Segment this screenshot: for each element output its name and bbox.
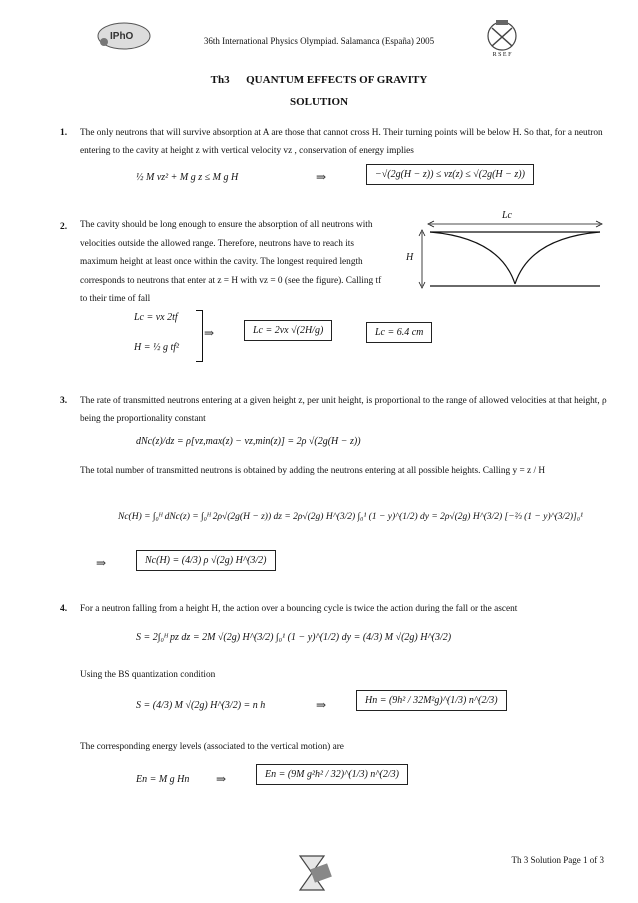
section-3-arrow: ⇒ [96,556,107,570]
title-main: QUANTUM EFFECTS OF GRAVITY [246,74,428,86]
section-2-arrow: ⇒ [204,326,215,340]
section-1-equation-box: −√(2g(H − z)) ≤ vz(z) ≤ √(2g(H − z)) [366,164,534,185]
section-3-number: 3. [60,396,68,406]
section-2-equation-2: H = ½ g tf² [134,342,180,353]
section-4-equation: S = 2∫₀ᴴ pz dz = 2M √(2g) H^(3/2) ∫₀¹ (1 − y)^(1/2) dy = (4/3) M √(2g) H^(3/2) [136,632,452,643]
section-3-equation-box: Nc(H) = (4/3) ρ √(2g) H^(3/2) [136,550,276,571]
section-4-arrow-2: ⇒ [216,772,227,786]
footer-hourglass-logo [292,852,332,894]
section-2-equation-box: Lc = 2vx √(2H/g) [244,320,332,341]
title-code: Th3 [210,74,230,86]
header-text: 36th International Physics Olympiad. Salamanca (España) 2005 [203,36,435,46]
page-footer: Th 3 Solution Page 1 of 3 [511,855,604,865]
section-1-arrow: ⇒ [316,170,327,184]
rsef-label: R S E F [492,52,512,58]
section-4-text: For a neutron falling from a height H, the action over a bouncing cycle is twice the action during the fall or the ascent [80,604,518,614]
svg-text:IPhO: IPhO [110,31,134,42]
cavity-figure [400,210,610,290]
section-3-text: The rate of transmitted neutrons entering at a given height z, per unit height, is proportional to the range of allowed velocities at that height, ρ being the proportionality constant [80,396,607,424]
section-1-equation-left: ½ M vz² + M g z ≤ M g H [136,172,239,183]
section-4-number: 4. [60,604,68,614]
section-4-arrow-1: ⇒ [316,698,327,712]
section-2-text: The cavity should be long enough to ensure the absorption of all neutrons with velocities outside the allowed range. Therefore, neutrons have to reach its maximum height at least once within the cavity. The longest required length corresponds to neutrons that enter at z = H with vz = 0 (see the figure). Calling tf to their time of fall [80,220,382,304]
section-4-text-3: The corresponding energy levels (associated to the vertical motion) are [80,742,344,752]
section-3-equation: dNc(z)/dz = ρ[vz,max(z) − vz,min(z)] = 2ρ √(2g(H − z)) [136,436,361,447]
section-2-number: 2. [60,222,68,232]
figure-label-h: H [406,252,414,263]
section-4-equation-2: S = (4/3) M √(2g) H^(3/2) = n h [136,700,266,711]
section-4-text-2: Using the BS quantization condition [80,670,216,680]
figure-label-lc: Lc [502,210,512,221]
page-subtitle: SOLUTION [289,96,349,108]
section-2-result-box: Lc = 6.4 cm [366,322,432,343]
section-2-brace [196,310,203,362]
section-2-equation-1: Lc = vx 2tf [134,312,178,323]
section-3-equation-2: Nc(H) = ∫₀ᴴ dNc(z) = ∫₀ᴴ 2ρ√(2g(H − z)) dz = 2ρ√(2g) H^(3/2) ∫₀¹ (1 − y)^(1/2) dy = 2ρ√(2g) H^(3/2) [−⅔ (1 − y)^(3/2)]₀¹ [118,512,583,522]
section-1-number: 1. [60,128,68,138]
page-title [0,74,638,86]
section-4-equation-3: En = M g Hn [136,774,190,785]
section-1-text: The only neutrons that will survive absorption at A are those that cannot cross H. Their turning points will be below H. So that, for a neutron entering to the cavity at height z with vertical velocity vz , conservation of energy implies [80,128,603,156]
section-4-equation-2-box: Hn = (9h² / 32M²g)^(1/3) n^(2/3) [356,690,507,711]
section-3-text-2: The total number of transmitted neutrons is obtained by adding the neutrons entering at all possible heights. Calling y = z / H [80,466,546,476]
section-4-equation-3-box: En = (9M g²h² / 32)^(1/3) n^(2/3) [256,764,408,785]
